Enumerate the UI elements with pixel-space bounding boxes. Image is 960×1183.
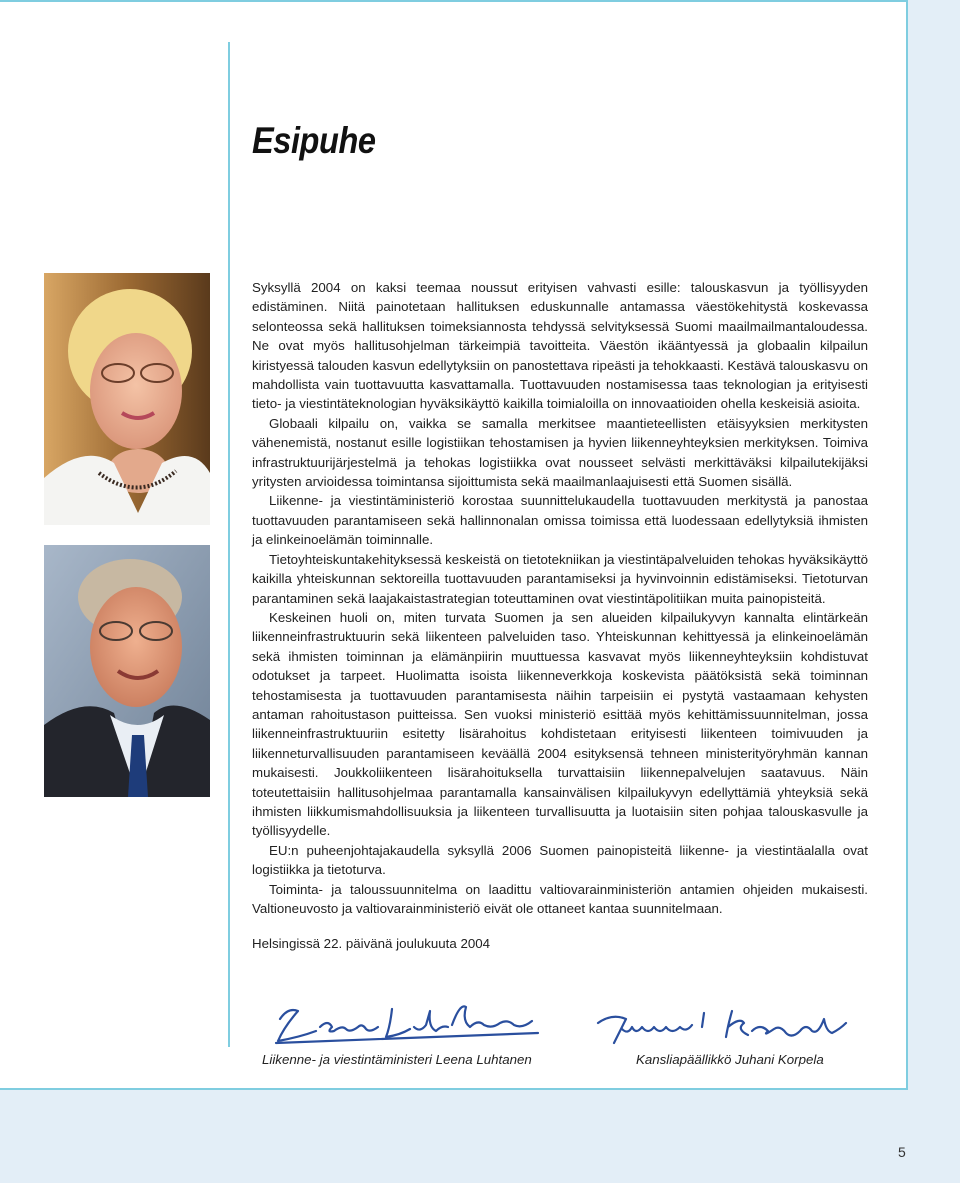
paragraph: Toiminta- ja taloussuunnitelma on laadittu valtiovarainministeriön antamien ohjeiden mukaisesti. Valtioneuvosto ja valtiovarainministeriö eivät ole ottaneet kantaa suunnitelmaan. xyxy=(252,881,868,916)
paragraph: Globaali kilpailu on, vaikka se samalla merkitsee maantieteellisten etäisyyksien merkitysten vähenemistä, nostanut esille logistiikan tehostamisen ja hyvien liikenneyhteyksien merkityksen. Toimiva infrastruktuurijärjestelmä ja tehokas logistiikka ovat nousseet selvästi merkittäväksi kilpailutekijäksi yritysten arvioidessa toimintansa sijoittumista sekä maailmanlaajuisesti että Suomen sisällä. xyxy=(252,415,868,490)
portrait-permanent-secretary-photo xyxy=(44,545,210,797)
paragraph: Tietoyhteiskuntakehityksessä keskeistä on tietotekniikan ja viestintäpalveluiden tehokas hyväksikäyttö kaikilla yhteiskunnan sektoreilla tuottavuuden parantamiseksi ja hyvinvoinnin edistämiseksi. Tietoturvan parantaminen sekä laajakaistastrategian toteuttaminen ovat viestintäpolitiikan muita painopisteitä. xyxy=(252,551,868,606)
page-title: Esipuhe xyxy=(252,120,376,161)
paragraph: Liikenne- ja viestintäministeriö korostaa suunnittelukaudella tuottavuuden merkitystä ja panostaa tuottavuuden parantamiseen sekä hallinnonalan omissa toimissa että luodessaan edellytyksiä ihmisten ja elinkeinoelämän toiminnalle. xyxy=(252,493,868,548)
portrait-minister-photo xyxy=(44,273,210,525)
paragraph: EU:n puheenjohtajakaudella syksyllä 2006 Suomen painopisteitä liikenne- ja viestintäalalla ovat logistiikka ja tietoturva. xyxy=(252,842,868,878)
signature-leena-luhtanen xyxy=(270,997,545,1049)
signature-caption-secretary: Kansliapäällikkö Juhani Korpela xyxy=(636,1052,824,1067)
margin-rule xyxy=(228,42,230,1047)
paragraph: Syksyllä 2004 on kaksi teemaa noussut erityisen vahvasti esille: talouskasvun ja työllisyyden edistäminen. Niitä painotetaan hallituksen eduskunnalle antamassa väestökehitystä koskevassa selonteossa sekä hallituksen toimeksiannosta tehdyssä selvityksessä Suomi maailmailmantaloudessa. Ne ovat myös hallitusohjelman tärkeimpiä tavoitteita. Väestön ikääntyessä ja globaalin kilpailun kiristyessä talouden kasvun edellytyksiin on panostettava ripeästi ja tehokkaasti. Kestävä talouskasvu on mahdollista vain tuottavuutta kasvattamalla. Tuottavuuden nostamisessa taas teknologian ja erityisesti tieto- ja viestintäteknologian hyväksikäyttö kaikilla toimialoilla on innovaatioiden ohella keskeisiä asioita. xyxy=(252,280,868,412)
signature-caption-minister: Liikenne- ja viestintäministeri Leena Luhtanen xyxy=(262,1052,532,1067)
place-and-date: Helsingissä 22. päivänä joulukuuta 2004 xyxy=(252,936,491,951)
page-number: 5 xyxy=(898,1144,906,1160)
foreword-body xyxy=(252,278,868,918)
signature-juhani-korpela xyxy=(592,1005,854,1047)
paragraph: Keskeinen huoli on, miten turvata Suomen ja sen alueiden kilpailukyvyn kannalta elintärkeän liikenneinfrastruktuurin sekä liikenteen palveluiden taso. Yhteiskunnan kehittyessä ja elinkeinoelämän sekä ihmisten toiminnan ja elämänpiirin muuttuessa kasvavat myös liikenneyhteyksiin kohdistuvat odotukset ja tarpeet. Huolimatta isoista liikenneverkkoja koskevista päätöksistä sekä toiminnan tehostamisesta ja tuottavuuden parantamisesta näihin tarpeisiin ei pystytä vastaamaan kehysten antaman rahoitustason puitteissa. Sen vuoksi ministeriö esittää myös kehittämissuunnitelman, jossa liikenneinfrastruktuuriin esitetty lisärahoitus kohdistetaan erityisesti liikenteen toimivuuden ja liikenneturvallisuuden parantamiseen keväällä 2004 esityksensä tehneen ministerityöryhmän kannan mukaisesti. Joukkoliikenteen lisärahoituksella turvattaisiin liikennepalvelujen saatavuus. Näin toteutettaisiin hallitusohjelmaa parantamalla kansainvälisen kilpailukyvyn edellyttämiä yhteyksiä sekä ihmisten liikkumismahdollisuuksia ja liikenteen turvallisuutta ja luotaisiin siten pohjaa talouskasvulle ja työllisyydelle. xyxy=(252,609,868,839)
